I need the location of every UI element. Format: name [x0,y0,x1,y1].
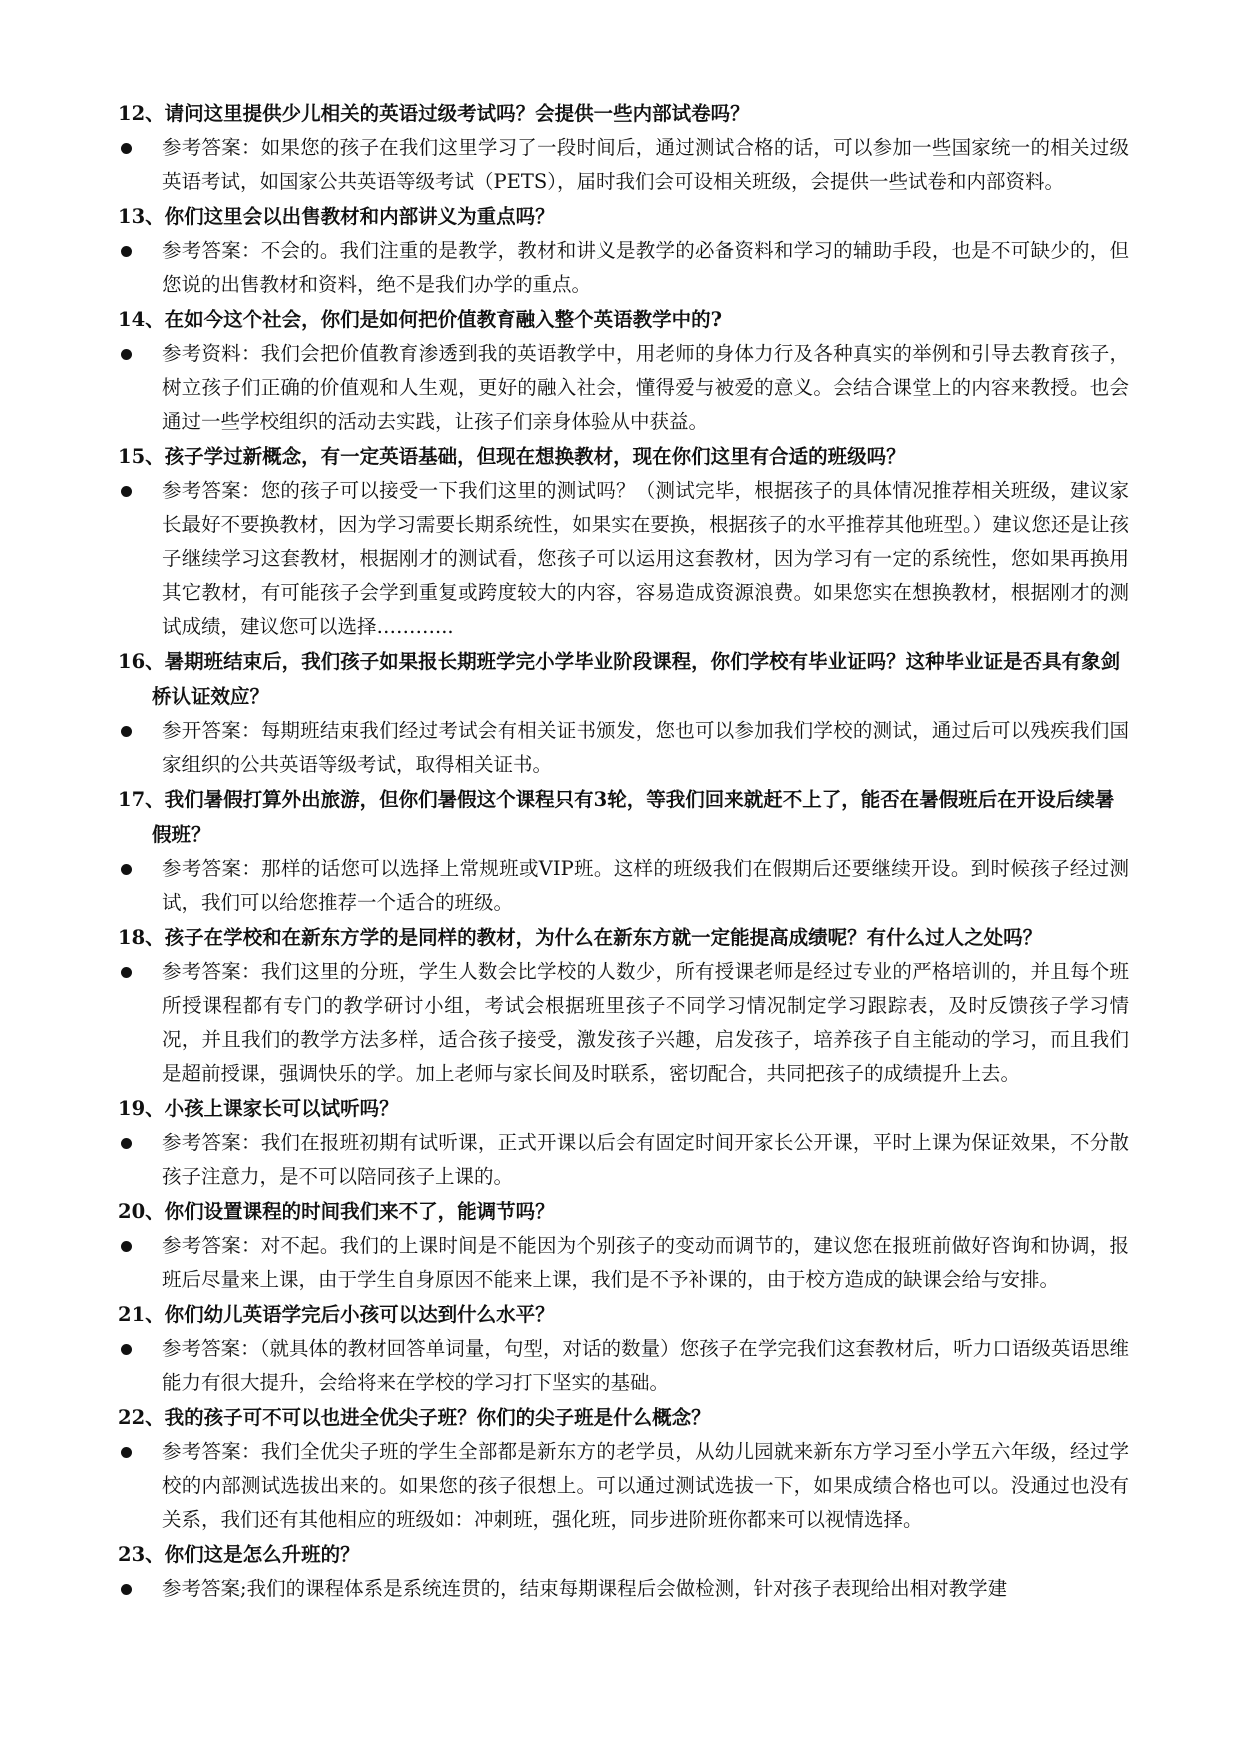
bullet-icon [121,1138,132,1149]
answer-text: 参考答案：（就具体的教材回答单词量，句型，对话的数量）您孩子在学完我们这套教材后，听力口语级英语思维能力有很大提升，会给将来在学校的学习打下坚实的基础。 [162,1337,1129,1394]
answer-text: 参考答案：不会的。我们注重的是教学，教材和讲义是教学的必备资料和学习的辅助手段，也是不可缺少的，但您说的出售教材和资料，绝不是我们办学的重点。 [162,239,1129,296]
answer-text: 参考答案：对不起。我们的上课时间是不能因为个别孩子的变动而调节的，建议您在报班前做好咨询和协调，报班后尽量来上课，由于学生自身原因不能来上课，我们是不予补课的，由于校方造成的缺课会给与安排。 [162,1234,1129,1291]
bullet-icon [121,864,132,875]
qa-item-15 [118,439,1129,644]
answer-text: 参考答案：我们这里的分班，学生人数会比学校的人数少，所有授课老师是经过专业的严格培训的，并且每个班所授课程都有专门的教学研讨小组，考试会根据班里孩子不同学习情况制定学习跟踪表，及时反馈孩子学习情况，并且我们的教学方法多样，适合孩子接受，激发孩子兴趣，启发孩子，培养孩子自主能动的学习，而且我们是超前授课，强调快乐的学。加上老师与家长间及时联系，密切配合，共同把孩子的成绩提升上去。 [162,960,1129,1085]
answer-15 [118,474,1129,644]
question-19: 19、小孩上课家长可以试听吗？ [118,1097,399,1120]
question-22: 22、我的孩子可不可以也进全优尖子班？你们的尖子班是什么概念？ [118,1406,711,1429]
bullet-icon [121,486,132,497]
answer-16 [118,714,1129,782]
answer-text: 参考答案：我们全优尖子班的学生全部都是新东方的老学员，从幼儿园就来新东方学习至小学五六年级，经过学校的内部测试选拔出来的。如果您的孩子很想上。可以通过测试选拔一下，如果成绩合格也可以。没通过也没有关系，我们还有其他相应的班级如：冲刺班，强化班，同步进阶班你都来可以视情选择。 [162,1440,1129,1531]
answer-22 [118,1435,1129,1537]
answer-14 [118,337,1129,439]
answer-17 [118,852,1129,920]
qa-item-18 [118,920,1129,1091]
question-14: 14、在如今这个社会，你们是如何把价值教育融入整个英语教学中的? [118,308,723,331]
question-23: 23、你们这是怎么升班的？ [118,1543,360,1566]
question-21: 21、你们幼儿英语学完后小孩可以达到什么水平？ [118,1303,555,1326]
question-15: 15、孩子学过新概念，有一定英语基础，但现在想换教材，现在你们这里有合适的班级吗？ [118,445,906,468]
qa-item-20 [118,1194,1129,1297]
question-20: 20、你们设置课程的时间我们来不了，能调节吗？ [118,1200,555,1223]
bullet-icon [121,967,132,978]
answer-21 [118,1332,1129,1400]
qa-item-13 [118,199,1129,302]
answer-text: 参考答案;我们的课程体系是系统连贯的，结束每期课程后会做检测，针对孩子表现给出相对教学建 [162,1577,1008,1600]
answer-text: 参考答案：如果您的孩子在我们这里学习了一段时间后，通过测试合格的话，可以参加一些国家统一的相关过级英语考试，如国家公共英语等级考试（PETS），届时我们会可设相关班级，会提供一些试卷和内部资料。 [162,136,1129,193]
bullet-icon [121,1584,132,1595]
question-16: 16、暑期班结束后，我们孩子如果报长期班学完小学毕业阶段课程，你们学校有毕业证吗？这种毕业证是否具有象剑桥认证效应？ [118,650,1121,708]
answer-text: 参考答案：您的孩子可以接受一下我们这里的测试吗？（测试完毕，根据孩子的具体情况推荐相关班级，建议家长最好不要换教材，因为学习需要长期系统性，如果实在要换，根据孩子的水平推荐其他班型。）建议您还是让孩子继续学习这套教材，根据刚才的测试看，您孩子可以运用这套教材，因为学习有一定的系统性，您如果再换用其它教材，有可能孩子会学到重复或跨度较大的内容，容易造成资源浪费。如果您实在想换教材，根据刚才的测试成绩，建议您可以选择………... [162,479,1129,638]
answer-18 [118,955,1129,1091]
bullet-icon [121,1447,132,1458]
answer-19 [118,1126,1129,1194]
question-18: 18、孩子在学校和在新东方学的是同样的教材，为什么在新东方就一定能提高成绩呢？有什么过人之处吗？ [118,926,1043,949]
qa-item-21 [118,1297,1129,1400]
qa-item-12 [118,96,1129,199]
qa-item-19 [118,1091,1129,1194]
qa-item-17 [118,782,1129,920]
answer-text: 参考答案：那样的话您可以选择上常规班或VIP班。这样的班级我们在假期后还要继续开设。到时候孩子经过测试，我们可以给您推荐一个适合的班级。 [162,857,1129,914]
bullet-icon [121,1241,132,1252]
bullet-icon [121,726,132,737]
answer-text: 参考资料：我们会把价值教育渗透到我的英语教学中，用老师的身体力行及各种真实的举例和引导去教育孩子，树立孩子们正确的价值观和人生观，更好的融入社会，懂得爱与被爱的意义。会结合课堂上的内容来教授。也会通过一些学校组织的活动去实践，让孩子们亲身体验从中获益。 [162,342,1129,433]
qa-item-22 [118,1400,1129,1537]
question-17: 17、我们暑假打算外出旅游，但你们暑假这个课程只有3轮，等我们回来就赶不上了，能否在暑假班后在开设后续暑假班？ [118,788,1115,846]
question-12: 12、请问这里提供少儿相关的英语过级考试吗？会提供一些内部试卷吗？ [118,102,750,125]
answer-text: 参考答案：我们在报班初期有试听课，正式开课以后会有固定时间开家长公开课，平时上课为保证效果，不分散孩子注意力，是不可以陪同孩子上课的。 [162,1131,1129,1188]
bullet-icon [121,143,132,154]
qa-item-14 [118,302,1129,439]
qa-item-23 [118,1537,1129,1606]
answer-text: 参开答案：每期班结束我们经过考试会有相关证书颁发，您也可以参加我们学校的测试，通过后可以残疾我们国家组织的公共英语等级考试，取得相关证书。 [162,719,1129,776]
bullet-icon [121,1344,132,1355]
answer-12 [118,131,1129,199]
answer-13 [118,234,1129,302]
qa-item-16 [118,644,1129,782]
bullet-icon [121,349,132,360]
answer-23 [118,1572,1129,1606]
bullet-icon [121,246,132,257]
answer-20 [118,1229,1129,1297]
question-13: 13、你们这里会以出售教材和内部讲义为重点吗？ [118,205,555,228]
